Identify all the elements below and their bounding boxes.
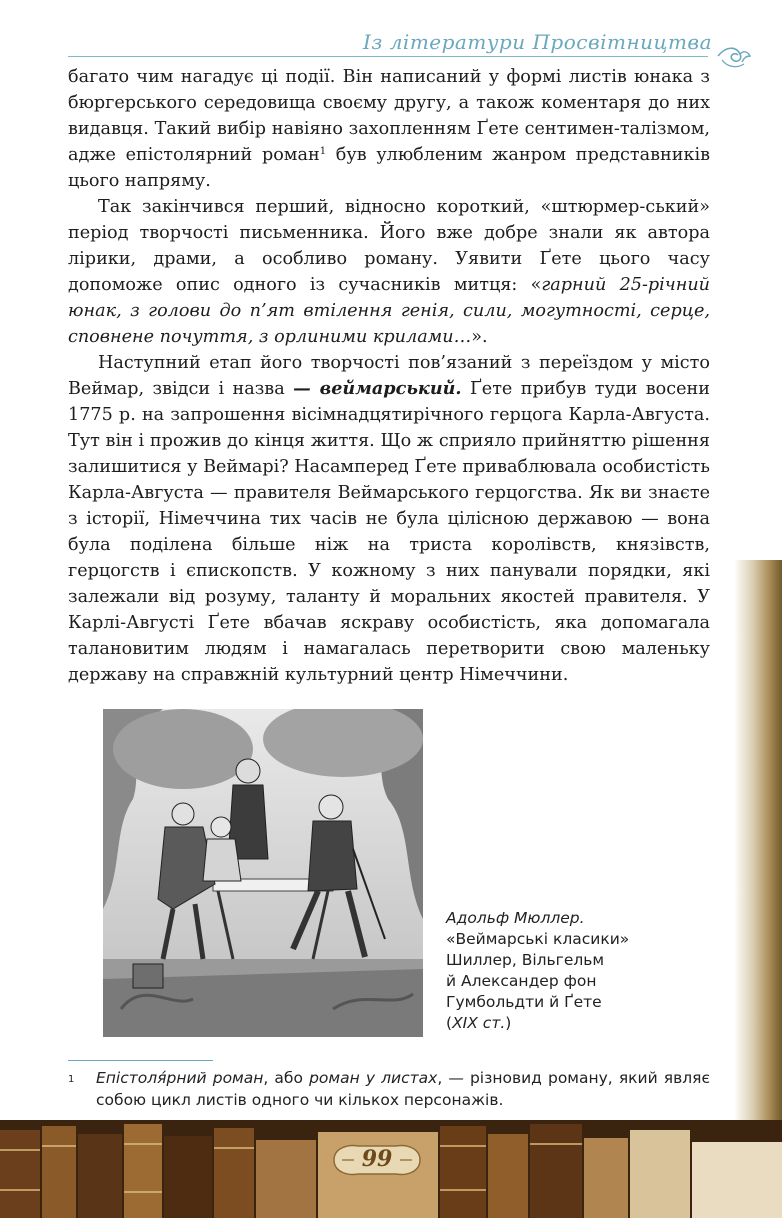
footnote-definition: , — різновид роману, який являє собою цикл листів одного чи кількох персонажів. — [96, 1069, 710, 1109]
flourish-icon — [716, 42, 752, 72]
decorative-page-edge — [734, 560, 782, 1140]
paragraph-2-text: Так закінчився перший, відносно короткий, «штюрмер-ський» період творчості письменника. Його вже добре знали як автора лірики, драми, а особливо роману. Уявити Ґете цього часу допоможе опис одного із сучасників митця: « — [68, 197, 710, 295]
paragraph-3-rest: Ґете прибув туди восени 1775 р. на запрошення вісімнадцятирічного герцога Карла-Августа. Тут він і прожив до кінця життя. Що ж сприяло прийняттю рішення залишитися у Веймарі? Насамперед Ґете приваблювала особистість Карла-Августа — правителя Веймарського герцогства. Як ви знаєте з історії, Німеччина тих часів не була цілісною державою — вона була поділена більше ніж на триста королівств, князівств, герцогств і єпископств. У кожному з них панували порядки, які залежали від розуму, таланту й моральних якостей правителя. У Карлі-Августі Ґете вбачав яскраву особистість, яка допомагала талановитим людям і намагалась перетворити свою маленьку державу на справжній культурний центр Німеччини. — [68, 379, 710, 685]
header-rule — [68, 56, 708, 57]
footnote-text — [96, 1067, 710, 1111]
caption-line-3: Шиллер, Вільгельм — [446, 951, 605, 969]
footnote-term: Епістоля́рний роман — [96, 1069, 264, 1087]
caption-line-5: Гумбольдти й Ґете — [446, 993, 602, 1011]
paragraph-3 — [68, 350, 710, 688]
main-text — [68, 64, 710, 688]
footnote-marker: 1 — [319, 146, 327, 157]
footnote-rule — [68, 1060, 213, 1061]
footnote-number: 1 — [68, 1074, 75, 1085]
caption-paren-close: ) — [505, 1014, 512, 1032]
footnote-separator: , або — [263, 1069, 310, 1087]
caption-title: «Веймарські класики» — [446, 930, 630, 948]
weimar-classics-illustration — [103, 709, 423, 1037]
caption-author: Адольф Мюллер. — [446, 909, 585, 927]
caption-date — [446, 1013, 646, 1034]
paragraph-2 — [68, 194, 710, 350]
running-head: Із літератури Просвітництва — [363, 30, 712, 54]
engraving-image — [103, 709, 423, 1037]
paragraph-3-start: Наступний етап його творчості пов’язаний з переїздом у місто Веймар, звідси і назва — [68, 353, 710, 399]
caption-line-4: й Александер фон — [446, 972, 597, 990]
paragraph-1-text: багато чим нагадує ці події. Він написаний у формі листів юнака з бюргерського середовища своєму другу, а також коментаря до них видавця. Такий вибір навіяно захопленням Ґете сентимен-талізмом, адже епістолярний роман — [68, 67, 710, 165]
caption-century: XIX ст. — [452, 1014, 506, 1032]
paragraph-2-end: ». — [471, 327, 488, 347]
paragraph-1 — [68, 64, 710, 194]
page-number: 99 — [361, 1146, 393, 1172]
contemporary-quote: гарний 25-річний юнак, з голови до п’ят втілення генія, сили, могутності, серце, сповнене почуття, з орлиними крилами… — [68, 275, 710, 347]
footnote-term-2: роман у листах — [309, 1069, 438, 1087]
weimar-period-term: — веймарський. — [293, 378, 462, 399]
paragraph-1-end: був улюбленим жанром представників цього напряму. — [68, 145, 710, 191]
footnote — [68, 1067, 710, 1111]
figure-caption — [446, 908, 646, 1034]
caption-paren-open: ( — [446, 1014, 453, 1032]
